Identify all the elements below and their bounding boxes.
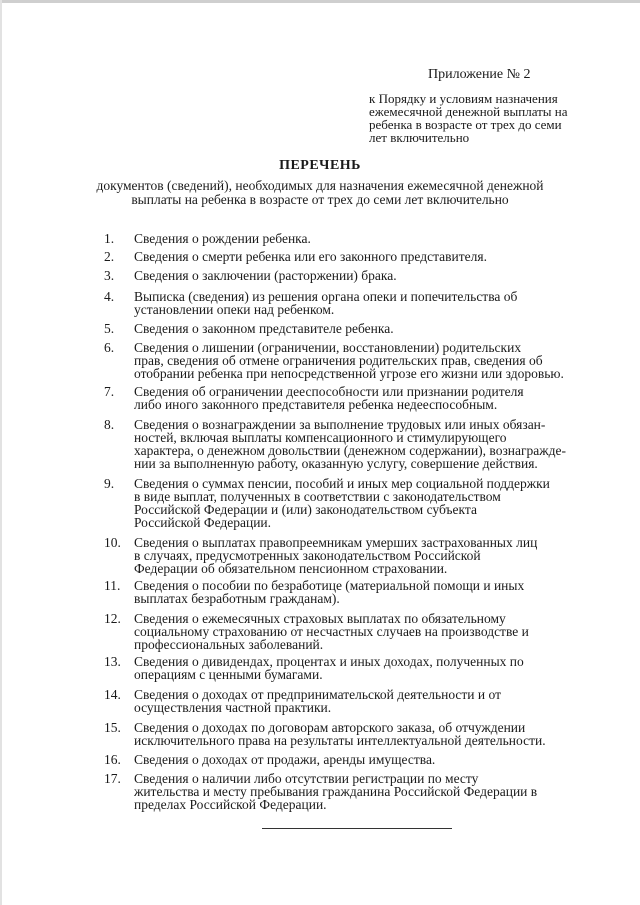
list-item-text bbox=[134, 753, 604, 766]
list-item-line: осуществления частной практики. bbox=[134, 700, 332, 715]
list-item-line: Сведения о доходах от продажи, аренды имущества. bbox=[134, 752, 436, 767]
list-item-number: 12. bbox=[104, 611, 121, 626]
list-item-line: Сведения о наличии либо отсутствии регистрации по месту bbox=[134, 771, 479, 786]
list-item-number: 17. bbox=[104, 771, 121, 786]
end-divider bbox=[262, 828, 452, 829]
list-item-line: Сведения о заключении (расторжении) брака. bbox=[134, 268, 397, 283]
list-item-line: нии за выполненную работу, оказанную услугу, совершение действия. bbox=[134, 456, 538, 471]
list-item-line: профессиональных заболеваний. bbox=[134, 637, 324, 652]
list-item-text bbox=[134, 290, 604, 316]
list-item-line: Сведения о суммах пенсии, пособий и иных мер социальной поддержки bbox=[134, 476, 550, 491]
list-item-line: в случаях, предусмотренных законодательством Российской bbox=[134, 548, 481, 563]
list-item-number: 1. bbox=[104, 231, 115, 246]
appendix-reference bbox=[369, 92, 609, 144]
scan-edge-left bbox=[0, 0, 2, 905]
list-item-text bbox=[134, 772, 604, 811]
subtitle-line: документов (сведений), необходимых для назначения ежемесячной денежной bbox=[96, 178, 544, 193]
list-item-text bbox=[134, 232, 604, 245]
list-item-line: социальному страхованию от несчастных случаев на производстве и bbox=[134, 624, 529, 639]
list-item-line: Сведения о смерти ребенка или его законного представителя. bbox=[134, 249, 487, 264]
list-item-line: Сведения о выплатах правопреемникам умерших застрахованных лиц bbox=[134, 535, 538, 550]
list-item-line: Российской Федерации. bbox=[134, 515, 272, 530]
list-item-text bbox=[134, 688, 604, 714]
list-item-line: в виде выплат, полученных в соответствии с законодательством bbox=[134, 489, 501, 504]
list-item-number: 15. bbox=[104, 720, 121, 735]
list-item-line: пределах Российской Федерации. bbox=[134, 797, 327, 812]
list-item-text bbox=[134, 418, 604, 470]
list-item-number: 8. bbox=[104, 417, 115, 432]
list-item-number: 4. bbox=[104, 289, 115, 304]
subtitle-line: выплаты на ребенка в возрасте от трех до семи лет включительно bbox=[131, 192, 509, 207]
appendix-reference-line: к Порядку и условиям назначения bbox=[369, 91, 558, 106]
list-item-line: Сведения о вознаграждении за выполнение трудовых или иных обязан- bbox=[134, 417, 546, 432]
list-item-number: 10. bbox=[104, 535, 121, 550]
appendix-reference-line: ежемесячной денежной выплаты на bbox=[369, 104, 568, 119]
list-item-line: Сведения о доходах по договорам авторского заказа, об отчуждении bbox=[134, 720, 526, 735]
document-title: ПЕРЕЧЕНЬ bbox=[279, 158, 361, 173]
list-item-line: установлении опеки над ребенком. bbox=[134, 302, 335, 317]
list-item-number: 13. bbox=[104, 654, 121, 669]
list-item-line: Сведения о доходах от предпринимательской деятельности и от bbox=[134, 687, 501, 702]
list-item-text bbox=[134, 579, 604, 605]
list-item-line: Федерации об обязательном пенсионном страховании. bbox=[134, 561, 448, 576]
list-item-number: 2. bbox=[104, 249, 115, 264]
list-item-text bbox=[134, 536, 604, 575]
list-item-number: 14. bbox=[104, 687, 121, 702]
list-item-text bbox=[134, 477, 604, 529]
list-item-text bbox=[134, 269, 604, 282]
list-item-number: 3. bbox=[104, 268, 115, 283]
list-item-number: 7. bbox=[104, 384, 115, 399]
list-item-line: Сведения о законном представителе ребенка. bbox=[134, 321, 394, 336]
list-item-number: 11. bbox=[104, 578, 121, 593]
list-item-line: исключительного права на результаты интеллектуальной деятельности. bbox=[134, 733, 546, 748]
list-item-line: Сведения о рождении ребенка. bbox=[134, 231, 311, 246]
list-item-line: Сведения об ограничении дееспособности или признании родителя bbox=[134, 384, 524, 399]
list-item-number: 6. bbox=[104, 340, 115, 355]
list-item-line: прав, сведения об отмене ограничения родительских прав, сведения об bbox=[134, 353, 543, 368]
list-item-line: операциям с ценными бумагами. bbox=[134, 667, 323, 682]
list-item-line: отобрании ребенка при непосредственной угрозе его жизни или здоровью. bbox=[134, 366, 564, 381]
list-item-text bbox=[134, 655, 604, 681]
appendix-reference-line: ребенка в возрасте от трех до семи bbox=[369, 117, 562, 132]
list-item-number: 16. bbox=[104, 752, 121, 767]
list-item-line: Выписка (сведения) из решения органа опеки и попечительства об bbox=[134, 289, 518, 304]
scan-edge-top bbox=[0, 0, 640, 3]
list-item-line: Сведения о лишении (ограничении, восстановлении) родительских bbox=[134, 340, 522, 355]
list-item-number: 5. bbox=[104, 321, 115, 336]
list-item-text bbox=[134, 721, 604, 747]
list-item-text bbox=[134, 385, 604, 411]
appendix-reference-line: лет включительно bbox=[369, 130, 470, 145]
appendix-title: Приложение № 2 bbox=[428, 67, 531, 82]
list-item-line: либо иного законного представителя ребенка недееспособным. bbox=[134, 397, 498, 412]
list-item-line: Российской Федерации и (или) законодательством субъекта bbox=[134, 502, 477, 517]
list-item-line: характера, о денежном довольствии (денежном содержании), вознагражде- bbox=[134, 443, 566, 458]
list-item-number: 9. bbox=[104, 476, 115, 491]
list-item-line: Сведения о дивидендах, процентах и иных доходах, полученных по bbox=[134, 654, 524, 669]
list-item-text bbox=[134, 250, 604, 263]
list-item-line: выплатах безработным гражданам). bbox=[134, 591, 340, 606]
list-item-text bbox=[134, 612, 604, 651]
list-item-line: ностей, включая выплаты компенсационного и стимулирующего bbox=[134, 430, 507, 445]
list-item-line: Сведения о ежемесячных страховых выплатах по обязательному bbox=[134, 611, 506, 626]
list-item-line: Сведения о пособии по безработице (материальной помощи и иных bbox=[134, 578, 525, 593]
document-subtitle bbox=[0, 179, 640, 207]
list-item-line: жительства и месту пребывания гражданина Российской Федерации в bbox=[134, 784, 538, 799]
list-item-text bbox=[134, 341, 604, 380]
list-item-text bbox=[134, 322, 604, 335]
